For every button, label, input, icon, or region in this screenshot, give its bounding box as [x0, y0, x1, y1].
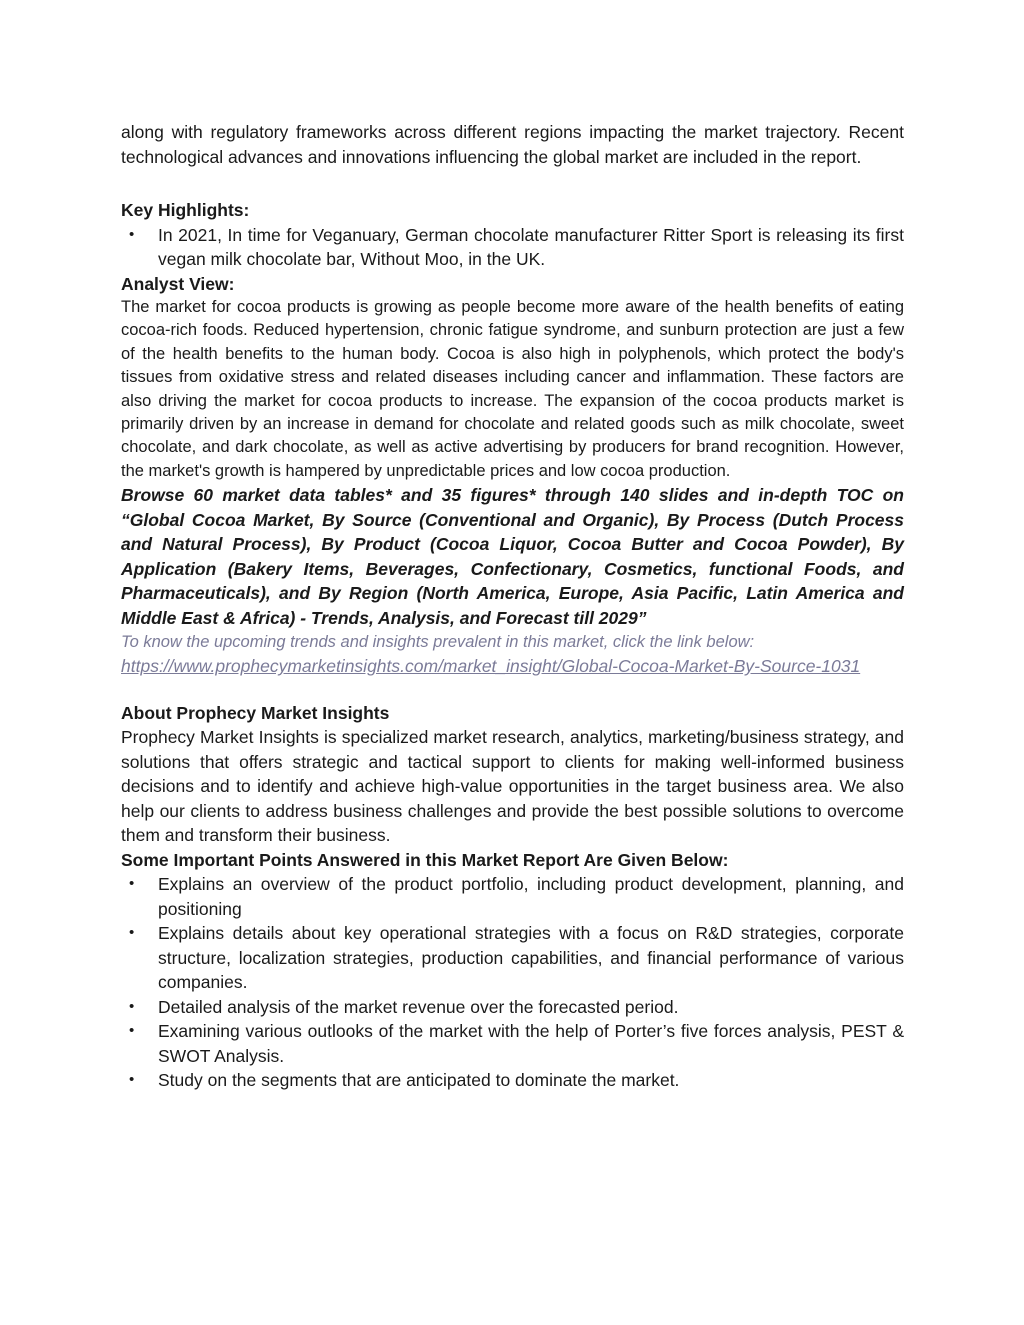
list-item: • Explains details about key operational strategies with a focus on R&D strategies, corporate structure, localization strategies, production capabilities, and financial performance of various companies.	[129, 923, 904, 993]
browse-report-paragraph: Browse 60 market data tables* and 35 figures* through 140 slides and in-depth TOC on “Global Cocoa Market, By Source (Conventional and Organic), By Process (Dutch Process and Natural Process), By Product (Cocoa Liquor, Cocoa Butter and Cocoa Powder), By Application (Bakery Items, Beverages, Confectionary, Cosmetics, functional Foods, and Pharmaceuticals), and By Region (North America, Europe, Asia Pacific, Latin America and Middle East & Africa) - Trends, Analysis, and Forecast till 2029”	[121, 485, 904, 628]
about-heading: About Prophecy Market Insights	[121, 702, 390, 723]
report-link[interactable]: https://www.prophecymarketinsights.com/market_insight/Global-Cocoa-Market-By-Source-1031	[121, 656, 861, 677]
key-highlights-list	[121, 223, 904, 272]
spacer	[121, 679, 904, 701]
analyst-view-heading: Analyst View:	[121, 273, 235, 294]
key-highlights-heading: Key Highlights:	[121, 200, 250, 220]
list-item: • Detailed analysis of the market revenue over the forecasted period.	[121, 995, 904, 1020]
list-item: • In 2021, In time for Veganuary, German chocolate manufacturer Ritter Sport is releasing its first vegan milk chocolate bar, Without Moo, in the UK.	[129, 224, 904, 269]
bullet-icon: •	[129, 875, 135, 893]
points-heading: Some Important Points Answered in this Market Report Are Given Below:	[121, 849, 729, 870]
bullet-icon: •	[129, 1071, 135, 1089]
list-item: • Examining various outlooks of the market with the help of Porter’s five forces analysis, PEST & SWOT Analysis.	[129, 1021, 904, 1066]
list-item: • Explains an overview of the product portfolio, including product development, planning, and positioning	[129, 874, 904, 919]
bullet-icon: •	[129, 924, 135, 942]
link-note: To know the upcoming trends and insights prevalent in this market, click the link below:	[121, 633, 755, 652]
bullet-icon: •	[129, 997, 135, 1015]
spacer	[121, 169, 904, 198]
list-item: • Study on the segments that are anticipated to dominate the market.	[121, 1068, 904, 1093]
bullet-icon: •	[129, 1022, 135, 1040]
analyst-view-paragraph: The market for cocoa products is growing as people become more aware of the health benefits of eating cocoa-rich foods. Reduced hypertension, chronic fatigue syndrome, and sunburn protection are just a few of the health benefits to the human body. Cocoa is also high in polyphenols, which protect the body's tissues from oxidative stress and related diseases including cancer and inflammation. These factors are also driving the market for cocoa products to increase. The expansion of the cocoa products market is primarily driven by an increase in demand for chocolate and related goods such as milk chocolate, sweet chocolate, and dark chocolate, as well as active advertising by producers for brand recognition. However, the market's growth is hampered by unpredictable prices and low cocoa production.	[121, 298, 904, 480]
bullet-icon: •	[129, 225, 135, 243]
intro-paragraph: along with regulatory frameworks across different regions impacting the market trajectory. Recent technological advances and innovations influencing the global market are included in the report.	[121, 122, 904, 167]
about-paragraph: Prophecy Market Insights is specialized market research, analytics, marketing/business strategy, and solutions that offers strategic and tactical support to clients for making well-informed business decisions and to identify and achieve high-value opportunities in the target business area. We also help our clients to address business challenges and provide the best possible solutions to overcome them and transform their business.	[121, 727, 904, 846]
document-page	[121, 120, 904, 1093]
points-list	[121, 872, 904, 1093]
